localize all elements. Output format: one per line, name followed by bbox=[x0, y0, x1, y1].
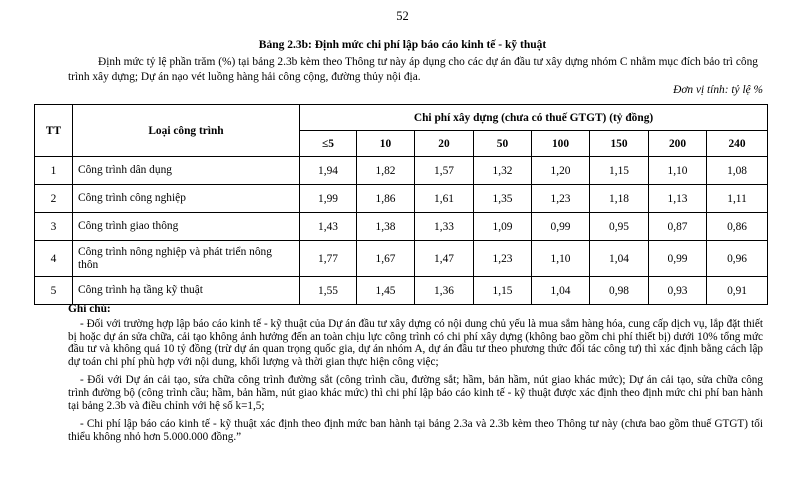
table-cell: 1,10 bbox=[649, 157, 707, 185]
table-cell: 0,86 bbox=[707, 213, 768, 241]
unit-label: Đơn vị tính: tỷ lệ % bbox=[673, 84, 763, 96]
row-number: 2 bbox=[35, 185, 73, 213]
table-cell: 0,98 bbox=[590, 277, 649, 305]
table-row bbox=[35, 157, 768, 185]
cost-header: 20 bbox=[415, 131, 474, 157]
page-number: 52 bbox=[396, 9, 409, 23]
row-number: 5 bbox=[35, 277, 73, 305]
table-cell: 0,91 bbox=[707, 277, 768, 305]
table-header-row bbox=[35, 105, 768, 131]
table-row bbox=[35, 241, 768, 277]
table-cell: 0,95 bbox=[590, 213, 649, 241]
table-cell: 0,96 bbox=[707, 241, 768, 277]
table-cell: 1,04 bbox=[532, 277, 590, 305]
row-name: Công trình hạ tầng kỹ thuật bbox=[73, 277, 300, 305]
table-cell: 1,13 bbox=[649, 185, 707, 213]
row-number: 3 bbox=[35, 213, 73, 241]
row-number: 1 bbox=[35, 157, 73, 185]
table-cell: 1,47 bbox=[415, 241, 474, 277]
cost-header: 200 bbox=[649, 131, 707, 157]
table-row bbox=[35, 185, 768, 213]
row-number: 4 bbox=[35, 241, 73, 277]
table-cell: 1,99 bbox=[300, 185, 357, 213]
table-cell: 1,11 bbox=[707, 185, 768, 213]
table-cell: 1,61 bbox=[415, 185, 474, 213]
notes-title: Ghi chú: bbox=[68, 303, 111, 315]
notes-section bbox=[68, 303, 763, 449]
intro-paragraph: Định mức tỷ lệ phần trăm (%) tại bảng 2.3b kèm theo Thông tư này áp dụng cho các dự án đầu tư xây dựng nhóm C nhằm mục đích bảo trì công trình xây dựng; Dự án nạo vét luồng hàng hải công cộng, đường thủy nội địa. bbox=[68, 56, 758, 83]
table-cell: 1,86 bbox=[357, 185, 415, 213]
table-cell: 1,15 bbox=[474, 277, 532, 305]
header-tt: TT bbox=[35, 105, 73, 157]
table-cell: 0,87 bbox=[649, 213, 707, 241]
note-item: - Đối với Dự án cải tạo, sửa chữa công trình đường sắt (công trình cầu, đường sắt; hầm, bản hầm, nút giao khác mức); Dự án cải tạo, sửa chữa công trình đường bộ (công trình cầu; hầm, bản hầm, nút giao khác mức) thì chi phí lập báo cáo kinh tế - kỹ thuật được xác định theo định mức chi phí ban hành tại bảng 2.3b và điều chỉnh với hệ số k=1,5; bbox=[68, 374, 763, 412]
table-title: Bảng 2.3b: Định mức chi phí lập báo cáo kinh tế - kỹ thuật bbox=[258, 39, 547, 51]
table-cell: 1,55 bbox=[300, 277, 357, 305]
table-cell: 0,99 bbox=[532, 213, 590, 241]
row-name: Công trình dân dụng bbox=[73, 157, 300, 185]
table-cell: 1,45 bbox=[357, 277, 415, 305]
table-cell: 1,20 bbox=[532, 157, 590, 185]
row-name: Công trình công nghiệp bbox=[73, 185, 300, 213]
table-cell: 1,10 bbox=[532, 241, 590, 277]
cost-header: 10 bbox=[357, 131, 415, 157]
header-cost-group: Chi phí xây dựng (chưa có thuế GTGT) (tỷ đồng) bbox=[300, 105, 768, 131]
table-cell: 1,35 bbox=[474, 185, 532, 213]
cost-header: ≤5 bbox=[300, 131, 357, 157]
table-cell: 1,94 bbox=[300, 157, 357, 185]
table-cell: 0,99 bbox=[649, 241, 707, 277]
table-cell: 1,18 bbox=[590, 185, 649, 213]
row-name: Công trình nông nghiệp và phát triển nông thôn bbox=[73, 241, 300, 277]
table-cell: 1,15 bbox=[590, 157, 649, 185]
table-cell: 1,57 bbox=[415, 157, 474, 185]
note-item: - Chi phí lập báo cáo kinh tế - kỹ thuật xác định theo định mức ban hành tại bảng 2.3a và 2.3b kèm theo Thông tư này (chưa bao gồm thuế GTGT) tối thiểu không nhỏ hơn 5.000.000 đồng.” bbox=[68, 418, 763, 443]
table-cell: 1,43 bbox=[300, 213, 357, 241]
table-cell: 0,93 bbox=[649, 277, 707, 305]
table-row bbox=[35, 277, 768, 305]
header-type: Loại công trình bbox=[73, 105, 300, 157]
note-item: - Đối với trường hợp lập báo cáo kinh tế - kỹ thuật của Dự án đầu tư xây dựng có nội dung chủ yếu là mua sắm hàng hóa, cung cấp dịch vụ, lắp đặt thiết bị hoặc dự án sửa chữa, cải tạo không ảnh hưởng đến an toàn chịu lực công trình có chi phí xây dựng (không bao gồm chi phí thiết bị) dưới 10% tổng mức đầu tư và không quá 10 tỷ đồng (trừ dự án quan trọng quốc gia, dự án nhóm A, dự án đầu tư theo phương thức đối tác công tư) thì xác định bằng cách lập dự toán chi phí phù hợp với nội dung, khối lượng và thời gian thực hiện công việc; bbox=[68, 318, 763, 368]
table-cell: 1,23 bbox=[474, 241, 532, 277]
table-cell: 1,82 bbox=[357, 157, 415, 185]
cost-header: 50 bbox=[474, 131, 532, 157]
table-cell: 1,04 bbox=[590, 241, 649, 277]
table-cell: 1,08 bbox=[707, 157, 768, 185]
table-cell: 1,77 bbox=[300, 241, 357, 277]
cost-header: 240 bbox=[707, 131, 768, 157]
row-name: Công trình giao thông bbox=[73, 213, 300, 241]
table-row bbox=[35, 213, 768, 241]
table-cell: 1,67 bbox=[357, 241, 415, 277]
table-cell: 1,09 bbox=[474, 213, 532, 241]
cost-norm-table bbox=[34, 104, 768, 305]
table-cell: 1,33 bbox=[415, 213, 474, 241]
table-cell: 1,23 bbox=[532, 185, 590, 213]
table-cell: 1,38 bbox=[357, 213, 415, 241]
table-cell: 1,36 bbox=[415, 277, 474, 305]
table-cell: 1,32 bbox=[474, 157, 532, 185]
cost-header: 100 bbox=[532, 131, 590, 157]
cost-header: 150 bbox=[590, 131, 649, 157]
